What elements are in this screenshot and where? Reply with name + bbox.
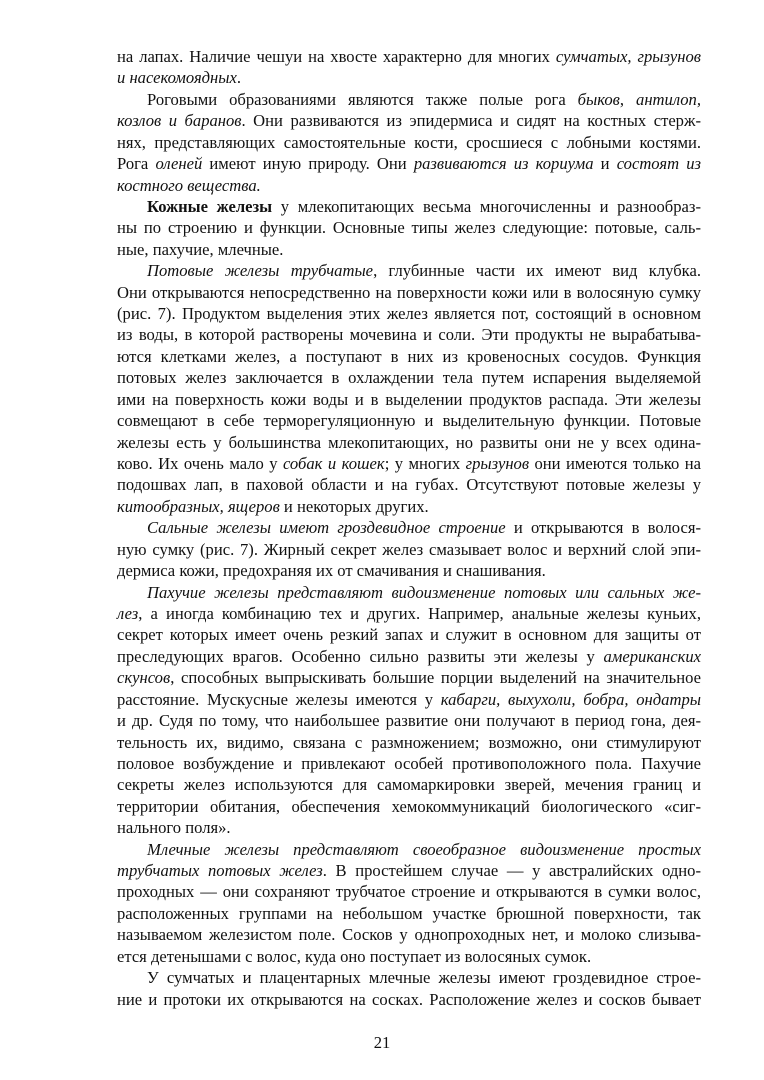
text: имеют иную природу. Они [202,154,414,174]
text-line [117,46,701,67]
text: территории обитания, обеспечения хемокоммуникаций биологического «сиг- [117,796,701,816]
italic-text: трубчатых потовых желез [117,861,323,881]
text: , способных выпрыскивать большие порции выделений на значительное [170,668,701,688]
text-line [117,989,701,1010]
text: у млекопитающих весьма многочисленны и разнообраз- [272,196,701,216]
text: железы есть у большинства млекопитающих, но развиты они не у всех одина- [117,432,701,452]
paragraph [117,582,701,839]
text: они имеются только на [529,454,701,474]
text-line [117,303,701,324]
text: из воды, в которой растворены мочевина и соли. Эти продукты не вырабатыва- [117,325,701,345]
text-line [117,796,701,817]
text: У сумчатых и плацентарных млечные железы имеют гроздевидное строе- [147,968,701,988]
text-line [117,346,701,367]
text-line [117,732,701,753]
text-line [117,667,701,688]
paragraph [117,517,701,581]
text: половое возбуждение и привлекают особей противоположного пола. Пахучие [117,753,701,773]
text-line [117,603,701,624]
italic-text: скунсов [117,668,171,688]
italic-text: быков [577,89,620,109]
text-line [117,217,701,238]
text: и открываются в волося- [505,518,701,538]
paragraph [117,260,701,517]
text: ние и протоки их открываются на сосках. Расположение желез и сосков бывает [117,989,701,1009]
text: расположенных группами на небольшом участке брюшной поверхности, так [117,903,701,923]
text: потовых желез заключается в охлаждении тела путем испарения выделяемой [117,368,701,388]
italic-text: оленей [155,154,203,174]
text-line [117,860,701,881]
italic-text: американских [603,646,701,666]
text-line [117,67,701,88]
text-line [117,817,701,838]
text-line [117,839,701,860]
text: и др. Судя по тому, что наибольшее развитие они получают в период гона, дея- [117,711,701,731]
text-line [117,282,701,303]
text-line [117,196,701,217]
text-line [117,110,701,131]
italic-text: собак и кошек [282,454,385,474]
text: ные, пахучие, млечные. [117,239,284,259]
italic-text: китообразных, ящеров [117,496,280,516]
text: , глубинные части их имеют вид клубка. [373,261,701,281]
paragraph [117,89,701,196]
text-line [117,410,701,431]
text: секреты желез используются для самомаркировки зверей, мечения границ и [117,775,701,795]
italic-text: антилоп, [636,89,702,109]
text-line [117,175,701,196]
text-line [117,432,701,453]
text: дермиса кожи, предохраняя их от смачивания и снашивания. [117,561,546,581]
text-line [117,753,701,774]
text-line [117,389,701,410]
text: ; у многих [384,454,466,474]
italic-text: и насекомоядных [117,68,237,88]
text-line [117,646,701,667]
text: ется детенышами с волос, куда оно поступает из волосяных сумок. [117,946,592,966]
italic-text: Сальные железы имеют гроздевидное строение [147,518,506,538]
text-line [117,239,701,260]
text: . Они развиваются из эпидермиса и сидят на костных стерж- [241,111,701,131]
text-line [117,517,701,538]
text-line [117,367,701,388]
text: . В простейшем случае — у австралийских одно- [322,861,701,881]
text: Рога [117,154,156,174]
text: расстояние. Мускусные железы имеются у [117,689,441,709]
italic-text: сумчатых, грызунов [555,47,702,66]
italic-text: состоят из [616,154,702,174]
text-line [117,881,701,902]
text: ны по строению и функции. Основные типы желез следующие: потовые, саль- [117,218,701,238]
text-line [117,453,701,474]
text-line [117,153,701,174]
italic-text: Потовые железы трубчатые [147,261,374,281]
text: проходных — они сохраняют трубчатое строение и открываются в сумки волос, [117,882,701,902]
paragraph [117,46,701,89]
text: и [593,154,617,174]
text: нях, представляющих самостоятельные кости, сросшиеся с лобными костями. [117,132,701,152]
text-line [117,624,701,645]
italic-text: Млечные железы представляют своеобразное видоизменение простых [147,839,701,859]
text: , [619,89,637,109]
paragraph [117,196,701,260]
text-line [117,324,701,345]
text-line [117,132,701,153]
italic-text: развиваются из кориума [413,154,594,174]
text: (рис. 7). Продуктом выделения этих желез является пот, состоящий в основном [117,304,701,324]
text: ими на поверхность кожи воды и в выделении продуктов распада. Эти железы [117,389,701,409]
text-line [117,710,701,731]
text-line [117,496,701,517]
italic-text: лез [117,603,139,623]
page-body [117,46,701,1010]
text: тельность их, видимо, связана с размножением; возможно, они стимулируют [117,732,701,752]
text: преследующих врагов. Особенно сильно развиты эти железы у [117,646,604,666]
text: Они открываются непосредственно на поверхности кожи или в волосяную сумку [117,282,701,302]
text-line [117,689,701,710]
text: и некоторых других. [279,496,429,516]
text-line [117,560,701,581]
text: . [236,68,242,88]
italic-text: Пахучие железы представляют видоизменение потовых или сальных же- [147,582,701,602]
text: нального поля». [117,818,231,838]
text: подошвах лап, в паховой области и на губах. Отсутствуют потовые железы у [117,475,701,495]
text: Роговыми образованиями являются также полые рога [147,89,578,109]
text: ково. Их очень мало у [117,454,283,474]
bold-term: Кожные железы [147,196,273,216]
paragraph [117,839,701,968]
text-line [117,946,701,967]
text-line [117,967,701,988]
text-line [117,89,701,110]
text: , а иногда комбинацию тех и других. Например, анальные железы куньих, [138,603,701,623]
italic-text: кабарги, выхухоли, бобра, ондатры [440,689,702,709]
text-line [117,903,701,924]
text: секрет которых имеет очень резкий запах и служит в основном для защиты от [117,625,701,645]
text: ются клетками желез, а поступают в них из кровеносных сосудов. Функция [117,346,701,366]
text-line [117,924,701,945]
text-line [117,539,701,560]
text-line [117,474,701,495]
text: называемом железистом поле. Сосков у однопроходных нет, и молоко слизыва- [117,925,701,945]
text-line [117,260,701,281]
paragraph [117,967,701,1010]
page-number: 21 [373,1033,391,1052]
text-line [117,582,701,603]
text-line [117,774,701,795]
text: на лапах. Наличие чешуи на хвосте характерно для многих [117,47,556,66]
text: совмещают в себе терморегуляционную и выделительную функции. Потовые [117,411,701,431]
italic-text: грызунов [465,454,530,474]
italic-text: костного вещества. [117,175,261,195]
italic-text: козлов и баранов [117,111,242,131]
text: ную сумку (рис. 7). Жирный секрет желез смазывает волос и верхний слой эпи- [117,539,701,559]
